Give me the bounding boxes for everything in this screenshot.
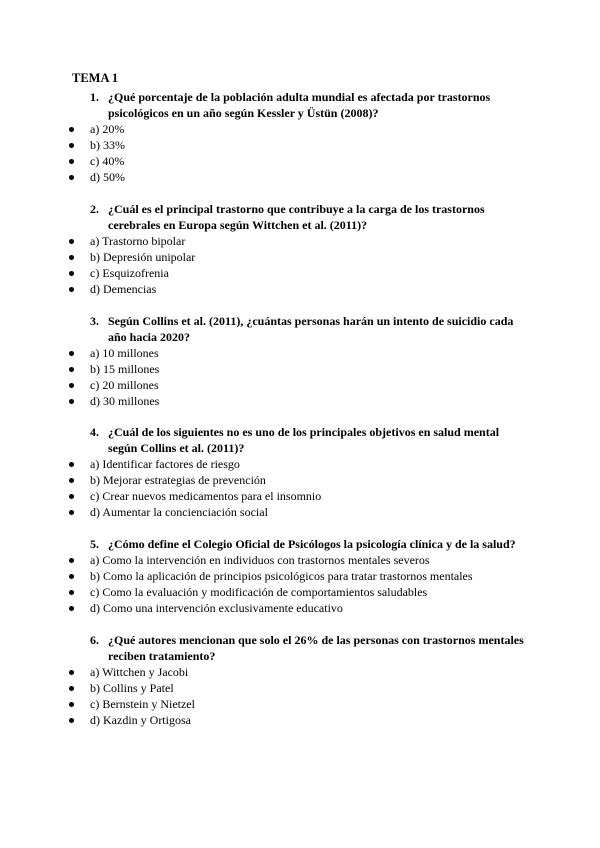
option-label: c) 20 millones: [90, 378, 159, 392]
option-label: c) Esquizofrenia: [90, 266, 169, 280]
list-item: [72, 169, 530, 185]
list-item: [72, 696, 530, 712]
question-prompt: ¿Cómo define el Colegio Oficial de Psicólogos la psicología clínica y de la salud?: [108, 537, 516, 551]
question-5: [90, 536, 530, 616]
option-list: [90, 345, 530, 409]
option-label: a) 10 millones: [90, 346, 159, 360]
bullet-icon: [69, 478, 74, 483]
bullet-icon: [69, 367, 74, 372]
bullet-icon: [69, 255, 74, 260]
bullet-icon: [69, 702, 74, 707]
list-item: [72, 568, 530, 584]
list-item: [72, 281, 530, 297]
option-label: a) Como la intervención en individuos con trastornos mentales severos: [90, 553, 430, 567]
bullet-icon: [69, 590, 74, 595]
option-label: a) 20%: [90, 122, 125, 136]
option-label: b) Como la aplicación de principios psicológicos para tratar trastornos mentales: [90, 569, 473, 583]
option-label: b) 33%: [90, 138, 125, 152]
list-item: [72, 345, 530, 361]
bullet-icon: [69, 351, 74, 356]
list-item: [72, 377, 530, 393]
list-item: [72, 233, 530, 249]
option-label: c) Bernstein y Nietzel: [90, 697, 195, 711]
question-4: [90, 424, 530, 520]
bullet-icon: [69, 462, 74, 467]
list-item: [72, 361, 530, 377]
option-label: c) Como la evaluación y modificación de comportamientos saludables: [90, 585, 428, 599]
option-list: [90, 121, 530, 185]
option-label: c) 40%: [90, 154, 125, 168]
list-item: [72, 680, 530, 696]
list-item: [72, 504, 530, 520]
bullet-icon: [69, 239, 74, 244]
list-item: [72, 153, 530, 169]
question-text: [90, 632, 530, 664]
list-item: [72, 488, 530, 504]
option-list: [90, 233, 530, 297]
bullet-icon: [69, 287, 74, 292]
bullet-icon: [69, 175, 74, 180]
bullet-icon: [69, 558, 74, 563]
option-label: a) Trastorno bipolar: [90, 234, 186, 248]
option-list: [90, 456, 530, 520]
bullet-icon: [69, 510, 74, 515]
question-1: [90, 89, 530, 185]
option-label: a) Wittchen y Jacobi: [90, 665, 189, 679]
option-label: d) Como una intervención exclusivamente educativo: [90, 601, 343, 615]
list-item: [72, 121, 530, 137]
bullet-icon: [69, 494, 74, 499]
bullet-icon: [69, 686, 74, 691]
question-number: 4.: [90, 425, 99, 439]
option-label: b) Depresión unipolar: [90, 250, 196, 264]
option-label: c) Crear nuevos medicamentos para el insomnio: [90, 489, 322, 503]
question-prompt: ¿Qué porcentaje de la población adulta mundial es afectada por trastornos psicológicos en un año según Kessler y Üstün (2008)?: [108, 90, 491, 120]
question-number: 2.: [90, 202, 99, 216]
list-item: [72, 584, 530, 600]
option-label: d) 30 millones: [90, 394, 160, 408]
option-label: d) Demencias: [90, 282, 157, 296]
question-text: [90, 201, 530, 233]
option-label: b) 15 millones: [90, 362, 160, 376]
list-item: [72, 664, 530, 680]
question-6: [90, 632, 530, 728]
question-prompt: Según Collins et al. (2011), ¿cuántas personas harán un intento de suicidio cada año hacia 2020?: [108, 314, 514, 344]
bullet-icon: [69, 159, 74, 164]
list-item: [72, 456, 530, 472]
question-3: [90, 313, 530, 409]
list-item: [72, 393, 530, 409]
option-label: d) Aumentar la concienciación social: [90, 505, 268, 519]
list-item: [72, 552, 530, 568]
bullet-icon: [69, 574, 74, 579]
question-number: 1.: [90, 90, 99, 104]
question-text: [90, 89, 530, 121]
list-item: [72, 712, 530, 728]
question-text: [90, 424, 530, 456]
bullet-icon: [69, 670, 74, 675]
bullet-icon: [69, 399, 74, 404]
option-label: d) Kazdin y Ortigosa: [90, 713, 191, 727]
option-label: b) Mejorar estrategias de prevención: [90, 473, 266, 487]
question-number: 6.: [90, 633, 99, 647]
question-number: 5.: [90, 537, 99, 551]
option-list: [90, 664, 530, 728]
list-item: [72, 249, 530, 265]
question-2: [90, 201, 530, 297]
section-title: TEMA 1: [72, 71, 119, 85]
bullet-icon: [69, 718, 74, 723]
option-label: d) 50%: [90, 170, 125, 184]
bullet-icon: [69, 271, 74, 276]
option-label: b) Collins y Patel: [90, 681, 174, 695]
list-item: [72, 600, 530, 616]
question-prompt: ¿Cuál de los siguientes no es uno de los principales objetivos en salud mental según Collins et al. (2011)?: [108, 425, 500, 455]
option-list: [90, 552, 530, 616]
bullet-icon: [69, 383, 74, 388]
list-item: [72, 137, 530, 153]
bullet-icon: [69, 127, 74, 132]
question-number: 3.: [90, 314, 99, 328]
question-text: [90, 313, 530, 345]
question-prompt: ¿Qué autores mencionan que solo el 26% de las personas con trastornos mentales reciben tratamiento?: [108, 633, 524, 663]
bullet-icon: [69, 143, 74, 148]
bullet-icon: [69, 606, 74, 611]
option-label: a) Identificar factores de riesgo: [90, 457, 240, 471]
list-item: [72, 265, 530, 281]
question-prompt: ¿Cuál es el principal trastorno que contribuye a la carga de los trastornos cerebrales en Europa según Wittchen et al. (2011)?: [108, 202, 485, 232]
question-text: [90, 536, 530, 552]
list-item: [72, 472, 530, 488]
